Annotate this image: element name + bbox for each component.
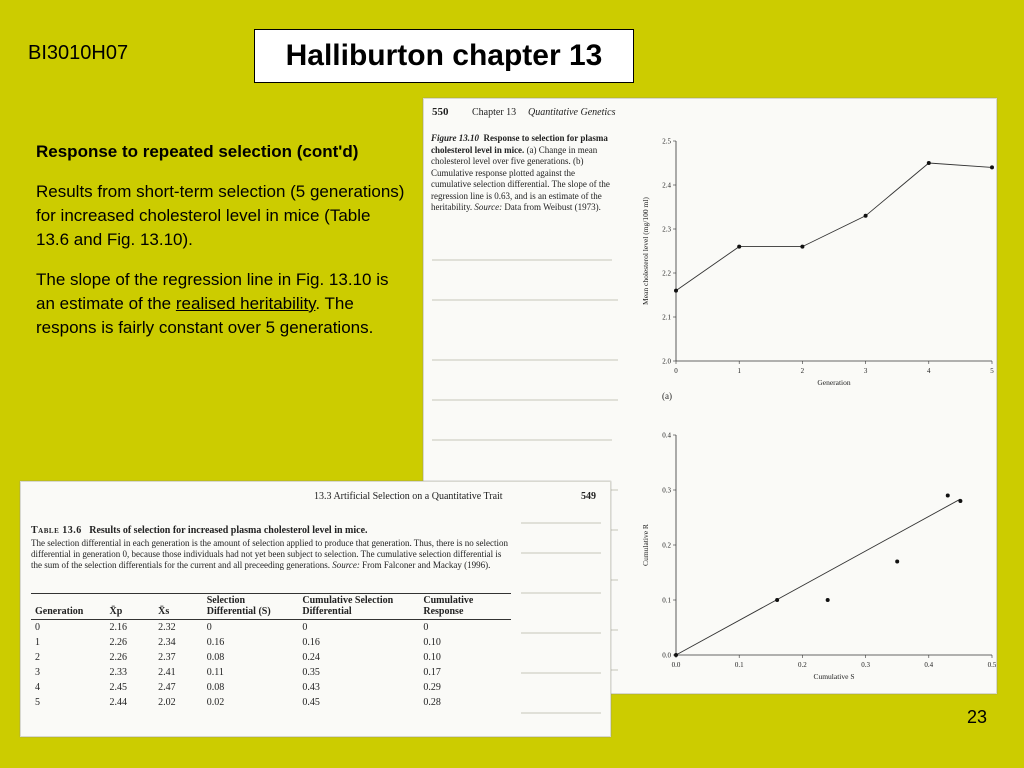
figure-caption-label: Figure 13.10 [431, 133, 480, 143]
x-tick-label: 4 [927, 367, 931, 375]
table-body [31, 620, 511, 711]
y-tick-label: 0.0 [662, 651, 671, 660]
x-tick-label: 3 [863, 367, 868, 375]
table-cell: 0.16 [302, 637, 320, 648]
paragraph-results: Results from short-term selection (5 generations) for increased cholesterol level in mice (Table 13.6 and Fig. 13.10). [36, 182, 405, 249]
data-point [946, 494, 950, 498]
table-cell: 0 [35, 622, 40, 633]
x-tick-label: 2 [800, 367, 805, 375]
figure-label-a: (a) [662, 391, 672, 401]
y-tick-label: 0.2 [662, 541, 671, 550]
table-row [31, 665, 511, 680]
y-tick-label: 0.1 [662, 596, 671, 605]
table-source-label: Source: [332, 560, 360, 570]
x-tick-label: 0 [674, 367, 678, 375]
x-tick-label: 0.5 [987, 661, 996, 669]
regression-line [676, 499, 960, 655]
data-point [826, 598, 830, 602]
table-cell: 2.32 [158, 622, 176, 633]
table-cell: 0.16 [206, 637, 225, 648]
figure-source: Data from Weibust (1973). [504, 202, 601, 212]
table-cell: 2.37 [158, 652, 176, 663]
table-cell: 0 [206, 622, 212, 633]
table-cell: 0.10 [423, 637, 441, 648]
table-cell: 0 [302, 622, 308, 633]
y-tick-label: 2.1 [662, 313, 671, 322]
table-cell: 0.02 [206, 697, 225, 708]
slope-text-a: The slope of the regression line in Fig. 13.10 is an estimate of the [36, 270, 389, 313]
table-row [31, 695, 511, 710]
table-cell: 2.34 [158, 637, 176, 648]
data-point [775, 598, 779, 602]
data-point [895, 560, 899, 564]
table-title: Results of selection for increased plasma cholesterol level in mice. [89, 525, 368, 536]
data-point [800, 245, 804, 249]
course-code: BI3010H07 [28, 42, 129, 64]
slope-text-b: . The respons is fairly constant over 5 generations. [36, 294, 374, 337]
figure-chapter: Chapter 13 [472, 107, 517, 118]
data-point [737, 245, 741, 249]
data-point [958, 499, 962, 503]
table-running-head: 13.3 Artificial Selection on a Quantitative Trait [314, 491, 503, 502]
table-row [31, 650, 511, 665]
y-tick-label: 2.5 [662, 137, 671, 146]
results-table [31, 593, 511, 710]
table-scan [20, 481, 611, 737]
table-cell: 0 [423, 622, 429, 633]
table-row [31, 635, 511, 650]
figure-caption-bold: Response to selection for plasma cholesterol level in mice. [431, 133, 608, 155]
chart-a [641, 138, 994, 388]
table-cell: 2.41 [158, 667, 176, 678]
table-cell: 0.11 [206, 667, 224, 678]
data-point [674, 653, 678, 657]
page-number: 23 [967, 707, 988, 727]
table-cell: 0.35 [302, 667, 320, 678]
x-tick-label: 1 [737, 367, 741, 375]
x-tick-label: 0.4 [924, 661, 934, 669]
table-column-header: X̄s [154, 593, 203, 620]
table-cell: 2.26 [109, 652, 128, 663]
y-tick-label: 2.4 [662, 181, 671, 190]
table-header-row [31, 593, 511, 620]
table-cell: 0.28 [423, 697, 441, 708]
table-cell: 5 [35, 697, 40, 708]
table-column-header: Cumulative Response [419, 593, 511, 620]
y-axis-label: Mean cholesterol level (mg/100 ml) [641, 197, 650, 305]
x-tick-label: 0.0 [671, 661, 681, 669]
table-cell: 0.24 [302, 652, 320, 663]
table-cell: 2.02 [158, 697, 176, 708]
data-point [990, 165, 994, 169]
x-axis-label: Generation [817, 378, 851, 387]
body-text [36, 140, 406, 356]
table-cell: 0.08 [206, 682, 225, 693]
x-tick-label: 0.2 [798, 661, 807, 669]
table-cell: 2.47 [158, 682, 176, 693]
table-column-header: Selection Differential (S) [203, 593, 299, 620]
figure-caption-text: (a) Change in mean cholesterol level over five generations. (b) Cumulative response plotted against the cumulative selection differential. The slope of the regression line is 0.63, and is an estimate of the heritability. [431, 144, 610, 212]
y-tick-label: 0.3 [662, 486, 671, 495]
table-description [31, 538, 509, 571]
section-heading: Response to repeated selection (cont'd) [36, 142, 359, 161]
data-point [864, 214, 868, 218]
table-cell: 0.45 [302, 697, 320, 708]
table-cell: 0.10 [423, 652, 441, 663]
table-page-number: 549 [581, 491, 596, 502]
table-cell: 0.17 [423, 667, 441, 678]
table-cell: 2.45 [109, 682, 128, 693]
x-tick-label: 5 [990, 367, 994, 375]
table-column-header: X̄p [106, 593, 155, 620]
table-row [31, 620, 511, 636]
table-cell: 2.33 [109, 667, 128, 678]
table-label: Table 13.6 [31, 525, 82, 536]
table-description-text: The selection differential in each generation is the amount of selection applied to produce that generation. Thus, there is no selection differential in generation 0, because those individuals had not yet been subject to selection. The cumulative selection differential is the sum of the selection differentials for the current and all preceeding generations. [31, 538, 509, 570]
table-row [31, 680, 511, 695]
table-cell: 2.44 [109, 697, 128, 708]
x-tick-label: 0.1 [734, 661, 744, 669]
chart-b [641, 432, 996, 682]
table-cell: 2 [35, 652, 40, 663]
table-column-header: Cumulative Selection Differential [298, 593, 419, 620]
y-tick-label: 2.2 [662, 269, 671, 278]
y-axis-label: Cumulative R [641, 524, 650, 566]
series-line [676, 163, 992, 291]
table-column-header: Generation [31, 593, 106, 620]
figure-chapter-title: Quantitative Genetics [528, 107, 616, 118]
table-cell: 0.43 [302, 682, 320, 693]
table-source: From Falconer and Mackay (1996). [362, 560, 491, 570]
table-cell: 1 [35, 637, 40, 648]
paragraph-slope [36, 268, 406, 340]
figure-page-number: 550 [432, 106, 449, 118]
y-tick-label: 2.0 [662, 357, 671, 366]
slide-title: Halliburton chapter 13 [254, 29, 634, 83]
realised-heritability-link[interactable]: realised heritability [175, 294, 316, 313]
data-point [674, 289, 678, 293]
data-point [927, 161, 931, 165]
figure-source-label: Source: [474, 202, 503, 212]
table-cell: 4 [35, 682, 40, 693]
table-title-line [31, 525, 511, 536]
x-axis-label: Cumulative S [813, 672, 855, 681]
table-cell: 2.16 [109, 622, 128, 633]
table-cell: 2.26 [109, 637, 128, 648]
y-tick-label: 0.4 [662, 431, 671, 440]
y-tick-label: 2.3 [662, 225, 671, 234]
x-tick-label: 0.3 [861, 661, 870, 669]
table-cell: 3 [35, 667, 40, 678]
table-cell: 0.08 [206, 652, 225, 663]
table-cell: 0.29 [423, 682, 441, 693]
